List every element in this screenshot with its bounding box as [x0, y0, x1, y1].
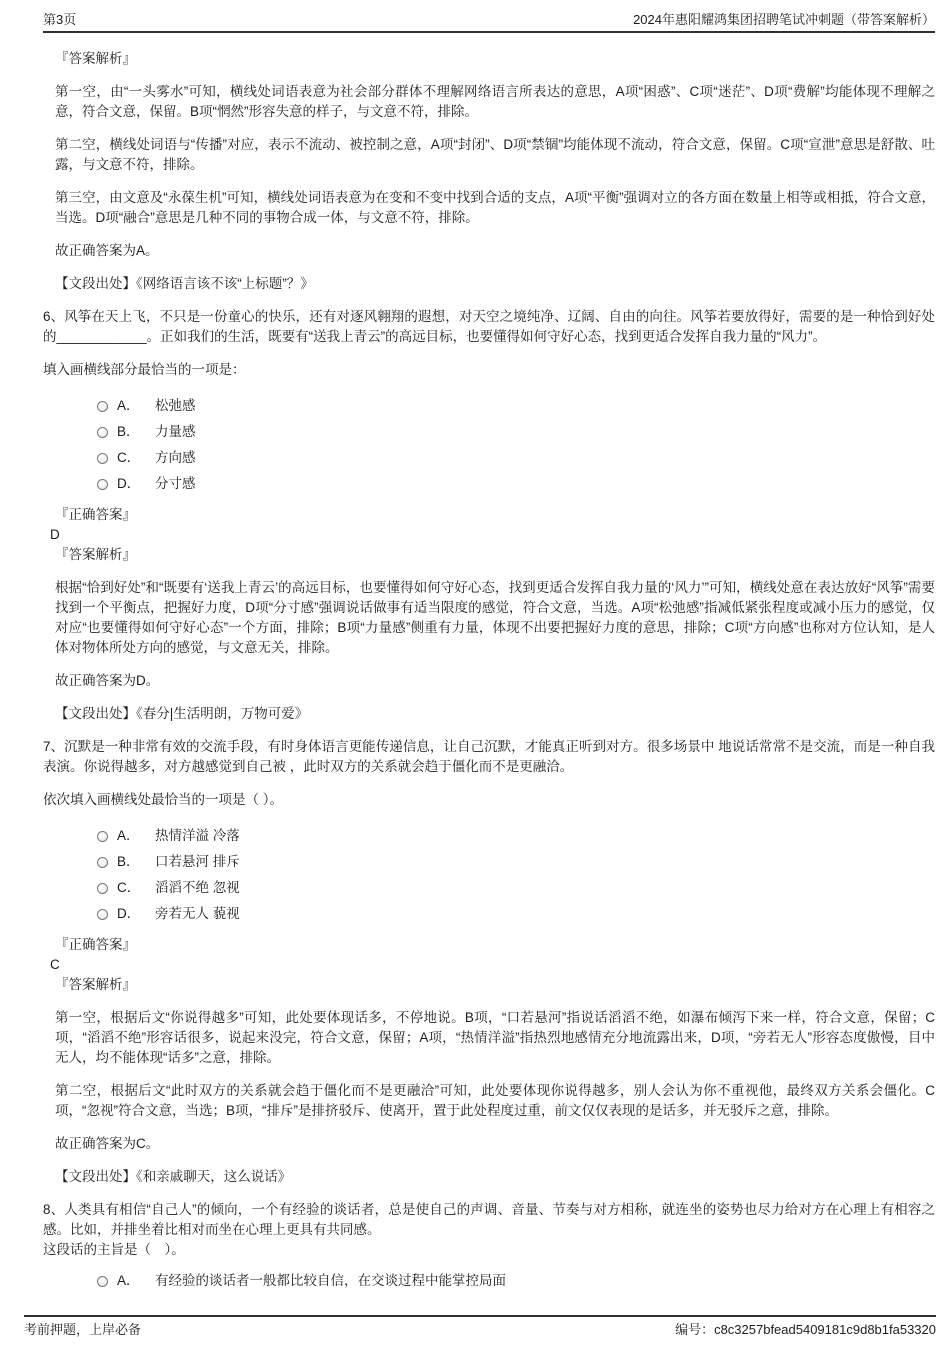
- question-8-prompt: 这段话的主旨是（ ）。: [43, 1242, 185, 1257]
- correct-answer-value: D: [50, 527, 60, 542]
- option-text: 热情洋溢 冷落: [155, 828, 240, 843]
- analysis-paragraph: 第二空，根据后文“此时双方的关系就会趋于僵化而不是更融洽”可知，此处要体现你说得越多，别人会认为你不重视他，最终双方关系会僵化。C项，“忽视”符合文意，当选；B项，“排斥”是排挤驳斥、使离开，置于此处程度过重，前文仅仅表现的是话多，并无驳斥之意，排除。: [55, 1083, 935, 1118]
- radio-button-icon[interactable]: [97, 831, 108, 842]
- question-7-option-c[interactable]: [43, 875, 935, 901]
- question-7-option-b[interactable]: [43, 849, 935, 875]
- option-letter: D．: [117, 476, 141, 491]
- analysis-label: 『答案解析』: [55, 977, 136, 992]
- correct-answer-value: C: [50, 957, 60, 972]
- page-content: [43, 49, 935, 1294]
- footer-slogan: 考前押题，上岸必备: [24, 1322, 142, 1337]
- correct-answer-label: 『正确答案』: [55, 507, 136, 522]
- analysis-paragraph: 第一空，由“一头雾水”可知，横线处词语表意为社会部分群体不理解网络语言所表达的意思，A项“困惑”、C项“迷茫”、D项“费解”均能体现不理解之意，符合文意，保留。B项“惘然”形容失意的样子，与文意不符，排除。: [55, 84, 935, 119]
- option-text: 松弛感: [155, 398, 196, 413]
- correct-answer-label: 『正确答案』: [55, 937, 136, 952]
- option-text: 滔滔不绝 忽视: [155, 880, 240, 895]
- analysis-label: 『答案解析』: [55, 51, 136, 66]
- option-text: 力量感: [155, 424, 196, 439]
- source-text: 【文段出处】《和亲戚聊天，这么说话》: [55, 1169, 292, 1184]
- analysis-label: 『答案解析』: [55, 547, 136, 562]
- analysis-paragraph: 第二空，横线处词语与“传播”对应，表示不流动、被控制之意，A项“封闭”、D项“禁锢”均能体现不流动，符合文意，保留。C项“宣泄”意思是舒散、吐露，与文意不符，排除。: [55, 137, 935, 172]
- page-footer: [24, 1315, 936, 1338]
- option-text: 分寸感: [155, 476, 196, 491]
- question-6-option-b[interactable]: [43, 419, 935, 445]
- option-letter: B．: [117, 854, 140, 869]
- option-text: 有经验的谈话者一般都比较自信，在交谈过程中能掌控局面: [155, 1273, 506, 1288]
- analysis-paragraph: 第三空，由文意及“永葆生机”可知，横线处词语表意为在变和不变中找到合适的支点，A项“平衡”强调对立的各方面在数量上相等或相抵，符合文意，当选。D项“融合”意思是几种不同的事物合成一体，与文意不符，排除。: [55, 190, 935, 225]
- radio-button-icon[interactable]: [97, 1276, 108, 1287]
- analysis-paragraph: 根据“恰到好处”和“既要有‘送我上青云’的高远目标，也要懂得如何守好心态，找到更适合发挥自我力量的‘风力’”可知，横线处意在表达放好“风筝”需要找到一个平衡点，把握好力度，D项“分寸感”强调说话做事有适当限度的感觉，符合文意，当选。A项“松弛感”指减低紧张程度或减小压力的感觉，仅对应“也要懂得如何守好心态”一个方面，排除；B项“力量感”侧重有力量，体现不出要把握好力度的意思，排除；C项“方向感”也称对方位认知，是人体对物体所处方向的感觉，与文意无关，排除。: [55, 580, 935, 655]
- question-6-option-d[interactable]: [43, 471, 935, 497]
- question-8-stem: 8、人类具有相信“自己人”的倾向，一个有经验的谈话者，总是使自己的声调、音量、节奏与对方相称，就连坐的姿势也尽力给对方在心理上有相容之感。比如，并排坐着比相对而坐在心理上更具有共同感。: [43, 1202, 935, 1237]
- option-text: 旁若无人 藐视: [155, 906, 240, 921]
- option-letter: A．: [117, 828, 140, 843]
- question-7-option-d[interactable]: [43, 901, 935, 927]
- option-letter: C．: [117, 880, 141, 895]
- option-text: 口若悬河 排斥: [155, 854, 240, 869]
- page-header: [43, 12, 935, 33]
- source-text: 【文段出处】《网络语言该不该“上标题”？》: [55, 276, 314, 291]
- question-6-stem: 6、风筝在天上飞，不只是一份童心的快乐，还有对逐风翱翔的遐想，对天空之境纯净、辽阔、自由的向往。风筝若要放得好，需要的是一种恰到好处的____________。正如我们的生活，既要有“送我上青云”的高远目标，也要懂得如何守好心态，找到更适合发挥自我力量的“风力”。: [43, 309, 935, 344]
- page-number: 第3页: [43, 12, 77, 27]
- option-text: 方向感: [155, 450, 196, 465]
- footer-serial-number: 编号：c8c3257bfead5409181c9d8b1fa53320: [675, 1322, 936, 1337]
- analysis-paragraph: 第一空，根据后文“你说得越多”可知，此处要体现话多，不停地说。B项，“口若悬河”指说话滔滔不绝，如瀑布倾泻下来一样，符合文意，保留；C项，“滔滔不绝”形容话很多，说起来没完，符合文意，保留；A项，“热情洋溢”指热烈地感情充分地流露出来，D项，“旁若无人”形容态度傲慢，目中无人，均不能体现“话多”之意，排除。: [55, 1010, 935, 1065]
- radio-button-icon[interactable]: [97, 909, 108, 920]
- question-8-option-a[interactable]: [43, 1268, 935, 1294]
- radio-button-icon[interactable]: [97, 883, 108, 894]
- question-7-stem: 7、沉默是一种非常有效的交流手段，有时身体语言更能传递信息，让自己沉默，才能真正听到对方。很多场景中 地说话常常不是交流，而是一种自我表演。你说得越多，对方越感觉到自己被 ，此时双方的关系就会趋于僵化而不是更融洽。: [43, 739, 935, 774]
- source-text: 【文段出处】《春分|生活明朗，万物可爱》: [55, 706, 309, 721]
- option-letter: D．: [117, 906, 141, 921]
- question-6-prompt: 填入画横线部分最恰当的一项是：: [43, 362, 246, 377]
- question-7-options: [43, 823, 935, 927]
- question-6-options: [43, 393, 935, 497]
- radio-button-icon[interactable]: [97, 427, 108, 438]
- option-letter: A．: [117, 398, 140, 413]
- question-6-option-c[interactable]: [43, 445, 935, 471]
- document-title: 2024年惠阳耀鸿集团招聘笔试冲刺题（带答案解析）: [633, 12, 935, 27]
- option-letter: C．: [117, 450, 141, 465]
- option-letter: A．: [117, 1273, 140, 1288]
- radio-button-icon[interactable]: [97, 479, 108, 490]
- radio-button-icon[interactable]: [97, 401, 108, 412]
- question-6-option-a[interactable]: [43, 393, 935, 419]
- radio-button-icon[interactable]: [97, 857, 108, 868]
- question-7-prompt: 依次填入画横线处最恰当的一项是（ ）。: [43, 792, 284, 807]
- question-7-option-a[interactable]: [43, 823, 935, 849]
- radio-button-icon[interactable]: [97, 453, 108, 464]
- conclusion-text: 故正确答案为C。: [55, 1136, 160, 1151]
- conclusion-text: 故正确答案为D。: [55, 673, 160, 688]
- conclusion-text: 故正确答案为A。: [55, 243, 159, 258]
- option-letter: B．: [117, 424, 140, 439]
